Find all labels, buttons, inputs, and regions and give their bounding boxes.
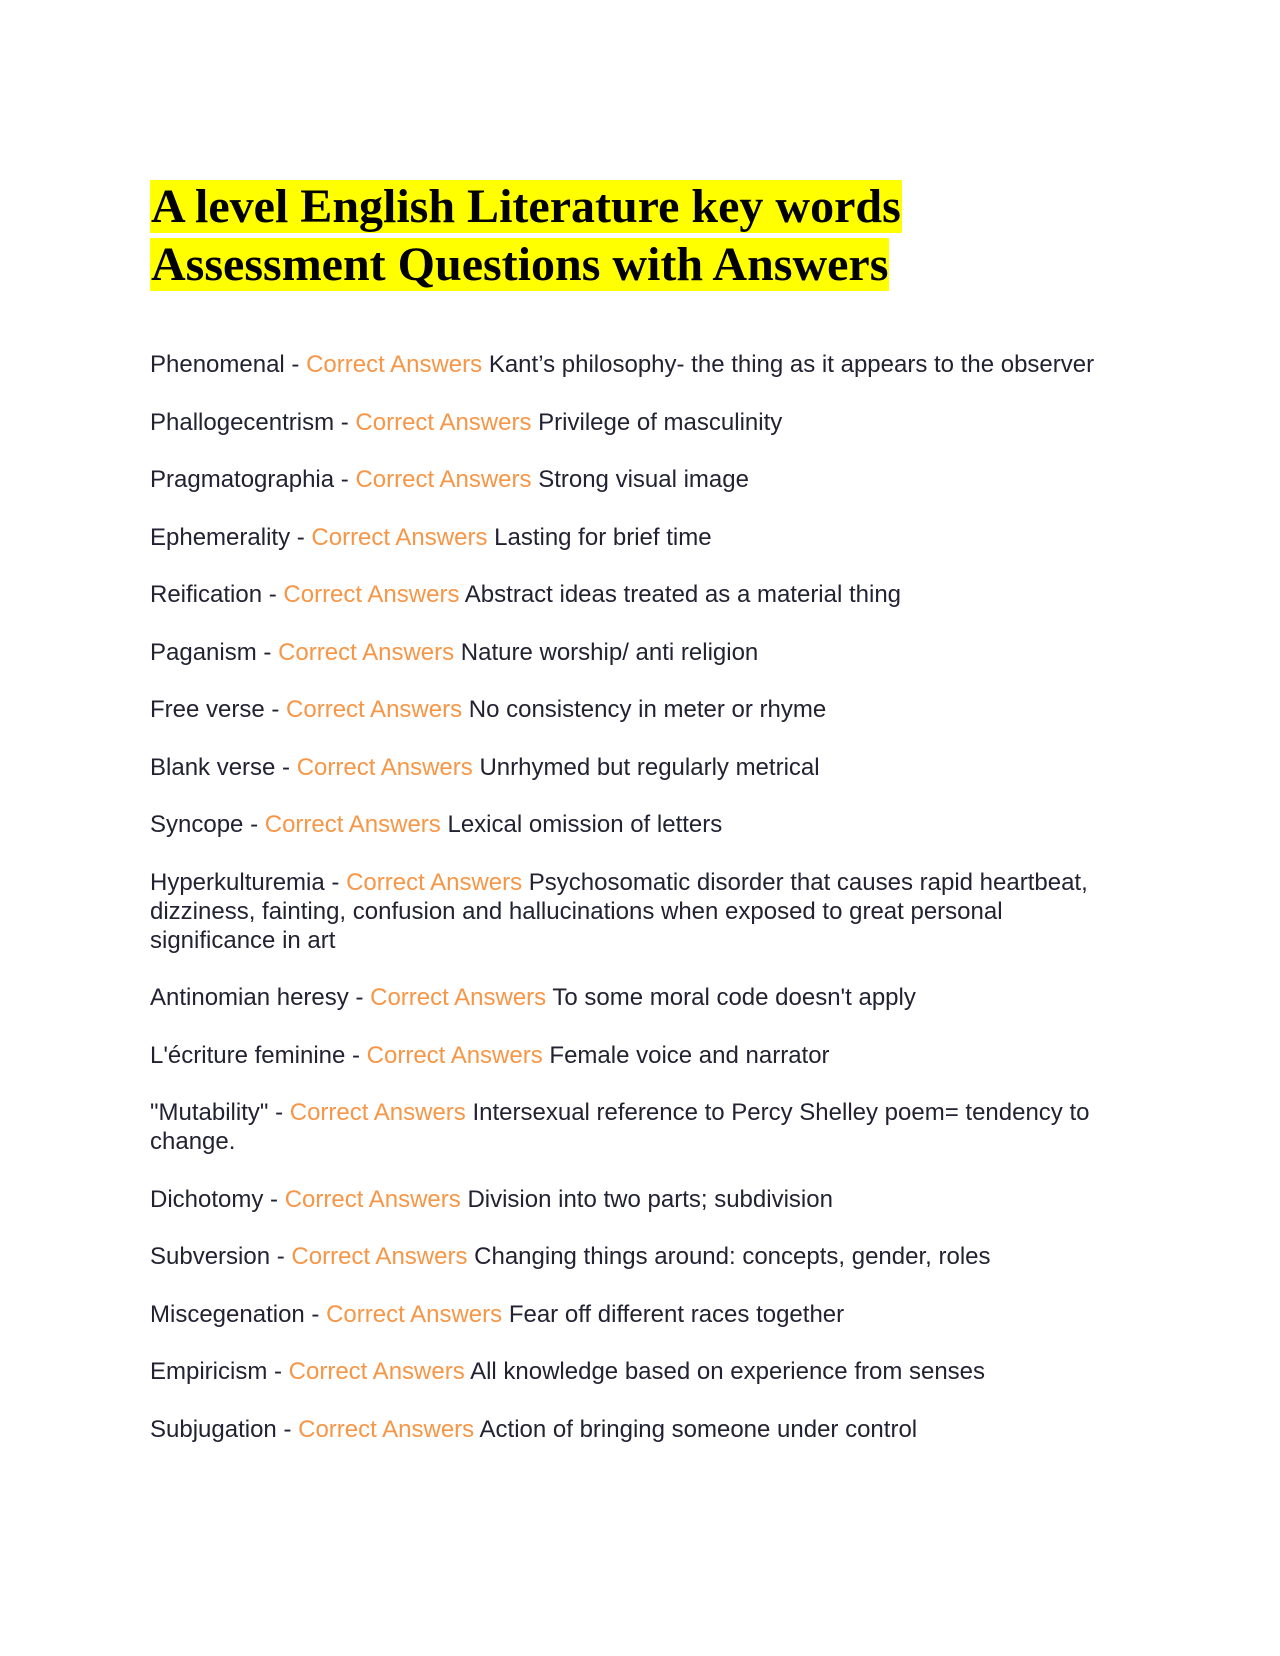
key-word-entry (150, 1300, 1110, 1329)
entry-separator: - (290, 523, 312, 551)
entry-definition: Changing things around: concepts, gender, roles (474, 1243, 991, 1270)
entry-term: Subversion (150, 1243, 271, 1270)
entry-definition: Female voice and narrator (549, 1041, 830, 1069)
entry-separator: - (267, 1358, 289, 1385)
entry-term: "Mutability" (150, 1099, 269, 1126)
entry-separator: - (304, 1300, 327, 1328)
entry-separator: - (263, 1185, 285, 1213)
entry-term: Pragmatographia (150, 466, 335, 493)
key-word-entry (150, 1098, 1110, 1156)
key-word-entry (150, 1415, 1110, 1444)
entry-definition: All knowledge based on experience from senses (470, 1358, 986, 1385)
entry-term: L'écriture feminine (150, 1041, 346, 1069)
entry-term: Miscegenation (150, 1300, 305, 1328)
entry-term: Paganism (150, 638, 257, 666)
entry-term: Syncope (150, 811, 244, 838)
entry-separator: - (348, 984, 371, 1011)
correct-answers-label: Correct Answers (289, 1099, 466, 1126)
entry-term: Phallogecentrism (150, 408, 335, 436)
key-word-entry (150, 350, 1110, 379)
entry-definition: Unrhymed but regularly metrical (479, 753, 820, 781)
entry-definition: Privilege of masculinity (538, 408, 783, 436)
key-word-entry (150, 1357, 1110, 1386)
entry-definition: To some moral code doesn't apply (552, 984, 916, 1011)
entry-definition: Fear off different races together (508, 1300, 845, 1328)
entry-separator: - (243, 811, 265, 838)
key-word-entry (150, 868, 1110, 955)
entry-term: Antinomian heresy (150, 984, 349, 1011)
entry-separator: - (334, 408, 356, 436)
title-line-1: A level English Literature key words (151, 180, 901, 233)
key-word-entry (150, 580, 1110, 609)
entry-definition: Nature worship/ anti religion (460, 638, 759, 666)
entry-term: Dichotomy (150, 1185, 264, 1213)
entry-separator: - (270, 1243, 292, 1270)
correct-answers-label: Correct Answers (370, 984, 547, 1011)
entry-term: Free verse (150, 696, 265, 723)
entry-separator: - (276, 1415, 299, 1443)
correct-answers-label: Correct Answers (286, 696, 463, 723)
key-word-entry (150, 1242, 1110, 1271)
entry-definition: Lasting for brief time (494, 523, 712, 551)
document-title (150, 178, 1130, 294)
key-word-entry (150, 695, 1110, 724)
key-word-entry (150, 983, 1110, 1012)
correct-answers-label: Correct Answers (284, 1185, 461, 1213)
entry-separator: - (264, 696, 287, 723)
entry-term: Phenomenal (150, 351, 285, 378)
correct-answers-label: Correct Answers (283, 581, 460, 608)
correct-answers-label: Correct Answers (278, 638, 455, 666)
correct-answers-label: Correct Answers (288, 1358, 465, 1385)
entry-definition: Abstract ideas treated as a material thing (464, 581, 902, 608)
key-word-entry (150, 408, 1110, 437)
entry-separator: - (268, 1099, 290, 1126)
entry-separator: - (324, 868, 347, 896)
entry-definition: Division into two parts; subdivision (467, 1185, 833, 1213)
entry-definition: Lexical omission of letters (447, 811, 723, 838)
entry-term: Hyperkulturemia (150, 868, 325, 896)
key-word-entry (150, 1185, 1110, 1214)
correct-answers-label: Correct Answers (326, 1300, 503, 1328)
key-words-list (150, 350, 1110, 1472)
key-word-entry (150, 1041, 1110, 1070)
correct-answers-label: Correct Answers (366, 1041, 543, 1069)
entry-term: Empiricism (150, 1358, 268, 1385)
correct-answers-label: Correct Answers (355, 408, 532, 436)
entry-separator: - (262, 581, 284, 608)
correct-answers-label: Correct Answers (311, 523, 488, 551)
entry-definition: No consistency in meter or rhyme (468, 696, 827, 723)
title-line-2: Assessment Questions with Answers (151, 238, 889, 291)
correct-answers-label: Correct Answers (306, 351, 483, 378)
entry-separator: - (256, 638, 279, 666)
correct-answers-label: Correct Answers (298, 1415, 475, 1443)
entry-definition: Psychosomatic disorder that causes rapid heartbeat, dizziness, fainting, confusion and hallucinations when exposed to great personal significance in art (150, 868, 1088, 954)
entry-separator: - (345, 1041, 367, 1069)
entry-separator: - (334, 466, 356, 493)
entry-term: Subjugation (150, 1415, 277, 1443)
key-word-entry (150, 523, 1110, 552)
entry-term: Blank verse (150, 753, 276, 781)
key-word-entry (150, 465, 1110, 494)
entry-term: Reification (150, 581, 263, 608)
key-word-entry (150, 810, 1110, 839)
entry-definition: Kant’s philosophy- the thing as it appears to the observer (488, 351, 1095, 378)
key-word-entry (150, 638, 1110, 667)
correct-answers-label: Correct Answers (346, 868, 523, 896)
entry-definition: Strong visual image (538, 466, 749, 493)
correct-answers-label: Correct Answers (264, 811, 441, 838)
entry-term: Ephemerality (150, 523, 291, 551)
entry-separator: - (284, 351, 307, 378)
entry-definition: Intersexual reference to Percy Shelley poem= tendency to change. (150, 1099, 1090, 1155)
correct-answers-label: Correct Answers (296, 753, 473, 781)
key-word-entry (150, 753, 1110, 782)
correct-answers-label: Correct Answers (291, 1243, 468, 1270)
correct-answers-label: Correct Answers (355, 466, 532, 493)
entry-separator: - (275, 753, 297, 781)
entry-definition: Action of bringing someone under control (479, 1415, 918, 1443)
